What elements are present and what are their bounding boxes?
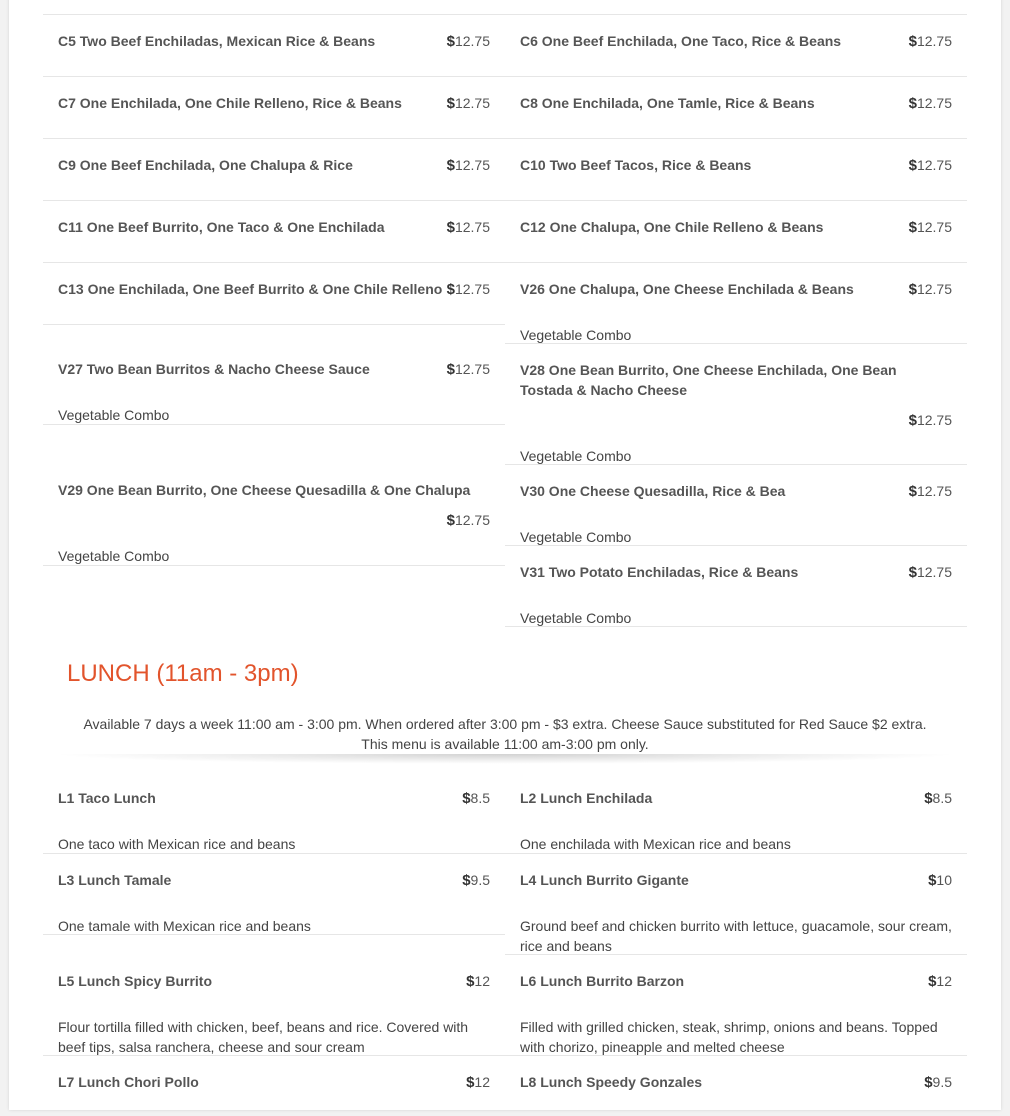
item-price: $12.75 (446, 95, 490, 112)
item-description: Vegetable Combo (520, 327, 632, 343)
item-name: L5 Lunch Spicy Burrito (58, 973, 213, 989)
item-name: L7 Lunch Chori Pollo (58, 1074, 199, 1090)
item-price: $10 (928, 872, 952, 889)
menu-item-c6[interactable] (505, 15, 967, 77)
item-name: V31 Two Potato Enchiladas, Rice & Beans (520, 564, 799, 580)
item-price: $12.75 (908, 33, 952, 50)
combo-column-right (505, 15, 967, 627)
item-price: $12.75 (446, 281, 490, 298)
item-name: C6 One Beef Enchilada, One Taco, Rice & Beans (520, 33, 842, 49)
menu-item-l7[interactable] (43, 1056, 505, 1116)
item-name: V27 Two Bean Burritos & Nacho Cheese Sauce (58, 361, 370, 377)
item-name: C7 One Enchilada, One Chile Relleno, Rice & Beans (58, 95, 402, 111)
combo-column-left (43, 15, 505, 566)
item-description: Vegetable Combo (520, 529, 632, 545)
item-price: $12.75 (446, 512, 490, 529)
item-name: V29 One Bean Burrito, One Cheese Quesadilla & One Chalupa (58, 482, 471, 498)
menu-item-l4[interactable] (505, 854, 967, 955)
lunch-column-right (505, 773, 967, 1116)
lunch-column-left (43, 773, 505, 1116)
menu-item-v28[interactable] (505, 344, 967, 465)
menu-item-v26[interactable] (505, 263, 967, 344)
menu-item-c10[interactable] (505, 139, 967, 201)
item-price: $9.5 (924, 1074, 952, 1091)
item-price: $12.75 (908, 564, 952, 581)
menu-item-l6[interactable] (505, 955, 967, 1056)
menu-item-c5[interactable] (43, 15, 505, 77)
item-price: $9.5 (462, 872, 490, 889)
item-name: V28 One Bean Burrito, One Cheese Enchilada, One Bean Tostada & Nacho Cheese (520, 362, 897, 398)
menu-item-l5[interactable] (43, 935, 505, 1056)
menu-item-l8[interactable] (505, 1056, 967, 1116)
item-description: Vegetable Combo (58, 407, 170, 423)
item-name: C8 One Enchilada, One Tamle, Rice & Beans (520, 95, 815, 111)
item-price: $12.75 (908, 412, 952, 429)
menu-item-l3[interactable] (43, 854, 505, 935)
item-name: C9 One Beef Enchilada, One Chalupa & Rice (58, 157, 353, 173)
item-price: $12.75 (908, 219, 952, 236)
menu-item-c11[interactable] (43, 201, 505, 263)
item-name: L2 Lunch Enchilada (520, 790, 653, 806)
menu-item-c12[interactable] (505, 201, 967, 263)
item-price: $12 (466, 1074, 490, 1091)
section-note-line-1: Available 7 days a week 11:00 am - 3:00 pm. When ordered after 3:00 pm - $3 extra. Cheese Sauce substituted for Red Sauce $2 extra. (83, 716, 927, 732)
combo-grid (43, 15, 967, 627)
menu-item-c13[interactable] (43, 263, 505, 325)
menu-item-v30[interactable] (505, 465, 967, 546)
item-name: C12 One Chalupa, One Chile Relleno & Beans (520, 219, 824, 235)
item-description: Ground beef and chicken burrito with lettuce, guacamole, sour cream, rice and beans (520, 918, 952, 954)
item-name: C5 Two Beef Enchiladas, Mexican Rice & Beans (58, 33, 376, 49)
item-name: L8 Lunch Speedy Gonzales (520, 1074, 703, 1090)
section-note (60, 714, 950, 754)
item-description: Vegetable Combo (520, 448, 632, 464)
menu-item-v31[interactable] (505, 546, 967, 627)
item-description: Vegetable Combo (58, 548, 170, 564)
item-description: One tamale with Mexican rice and beans (58, 918, 311, 934)
menu-item-v27[interactable] (43, 325, 505, 425)
menu-item-l2[interactable] (505, 773, 967, 854)
item-price: $12.75 (446, 219, 490, 236)
item-name: L3 Lunch Tamale (58, 872, 172, 888)
item-price: $12.75 (908, 281, 952, 298)
item-name: L6 Lunch Burrito Barzon (520, 973, 685, 989)
item-name: C13 One Enchilada, One Beef Burrito & One Chile Relleno (58, 281, 443, 297)
item-price: $12.75 (446, 157, 490, 174)
item-price: $12 (928, 973, 952, 990)
item-price: $12 (466, 973, 490, 990)
item-description: One enchilada with Mexican rice and beans (520, 836, 791, 852)
section-title-lunch: LUNCH (11am - 3pm) (67, 660, 299, 687)
section-divider (50, 754, 960, 764)
item-name: L4 Lunch Burrito Gigante (520, 872, 689, 888)
item-description: One taco with Mexican rice and beans (58, 836, 296, 852)
item-price: $12.75 (446, 33, 490, 50)
lunch-grid (43, 773, 967, 1116)
menu-item-l1[interactable] (43, 773, 505, 854)
item-price: $12.75 (908, 95, 952, 112)
item-price: $8.5 (462, 790, 490, 807)
item-price: $8.5 (924, 790, 952, 807)
menu-item-c8[interactable] (505, 77, 967, 139)
item-price: $12.75 (446, 361, 490, 378)
item-description: Flour tortilla filled with chicken, beef, beans and rice. Covered with beef tips, salsa ranchera, cheese and sour cream (58, 1019, 469, 1055)
section-note-line-2: This menu is available 11:00 am-3:00 pm only. (361, 736, 649, 752)
item-price: $12.75 (908, 157, 952, 174)
menu-item-c9[interactable] (43, 139, 505, 201)
menu-item-v29[interactable] (43, 425, 505, 566)
menu-item-c7[interactable] (43, 77, 505, 139)
item-name: C11 One Beef Burrito, One Taco & One Enchilada (58, 219, 385, 235)
item-description: Vegetable Combo (520, 610, 632, 626)
item-name: V26 One Chalupa, One Cheese Enchilada & Beans (520, 281, 854, 297)
item-name: C10 Two Beef Tacos, Rice & Beans (520, 157, 752, 173)
item-price: $12.75 (908, 483, 952, 500)
item-description: Filled with grilled chicken, steak, shrimp, onions and beans. Topped with chorizo, pineapple and melted cheese (520, 1019, 938, 1055)
item-name: L1 Taco Lunch (58, 790, 156, 806)
item-name: V30 One Cheese Quesadilla, Rice & Bea (520, 483, 786, 499)
